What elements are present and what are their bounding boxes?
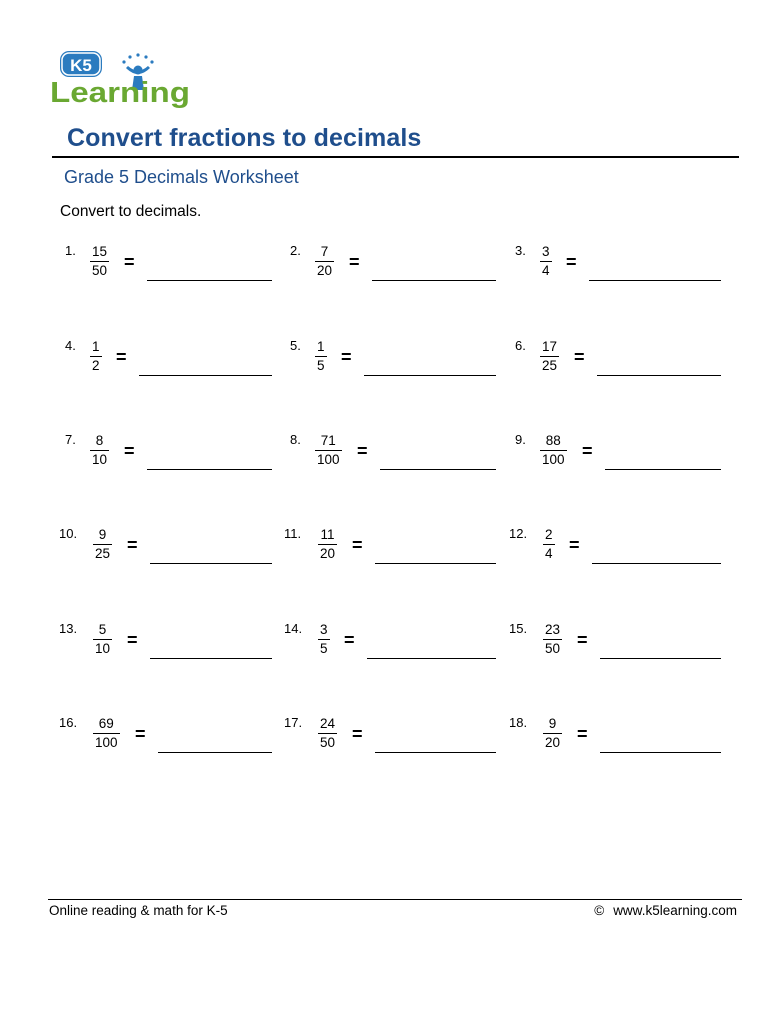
fraction-bar xyxy=(543,639,562,640)
problem-item xyxy=(60,715,272,765)
problem-item xyxy=(510,338,721,388)
problem-number: 6. xyxy=(515,338,526,353)
fraction xyxy=(543,622,562,657)
problem-item xyxy=(510,526,721,576)
problem-item xyxy=(285,338,496,388)
equals-sign: = xyxy=(349,252,360,272)
fraction-numerator: 2 xyxy=(545,527,553,542)
copyright-symbol: © xyxy=(594,903,605,918)
problem-number: 14. xyxy=(284,621,303,636)
fraction-denominator: 50 xyxy=(545,641,561,656)
problem-item xyxy=(60,243,272,293)
equals-sign: = xyxy=(344,630,355,650)
fraction-bar xyxy=(90,450,109,451)
fraction xyxy=(90,339,102,374)
problem-number: 17. xyxy=(284,715,303,730)
fraction-denominator: 10 xyxy=(92,452,108,467)
fraction-denominator: 10 xyxy=(95,641,111,656)
fraction-bar xyxy=(318,733,337,734)
fraction xyxy=(543,527,555,562)
footer-divider xyxy=(48,899,742,900)
answer-line[interactable] xyxy=(375,752,496,753)
problem-item xyxy=(60,621,272,671)
problem-number: 7. xyxy=(65,432,76,447)
answer-line[interactable] xyxy=(158,752,272,753)
fraction xyxy=(90,433,109,468)
fraction-numerator: 3 xyxy=(320,622,328,637)
problem-item xyxy=(510,621,721,671)
problem-item xyxy=(285,432,496,482)
problem-number: 5. xyxy=(290,338,301,353)
worksheet-title: Convert fractions to decimals xyxy=(67,124,422,152)
equals-sign: = xyxy=(124,252,135,272)
footer-tagline: Online reading & math for K-5 xyxy=(49,903,228,918)
equals-sign: = xyxy=(582,441,593,461)
fraction xyxy=(318,716,337,751)
equals-sign: = xyxy=(574,347,585,367)
fraction-bar xyxy=(318,639,330,640)
k5-learning-logo xyxy=(48,50,194,108)
fraction xyxy=(315,433,342,468)
fraction-bar xyxy=(543,544,555,545)
problem-item xyxy=(285,526,496,576)
fraction-denominator: 25 xyxy=(95,546,111,561)
equals-sign: = xyxy=(341,347,352,367)
fraction-bar xyxy=(318,544,337,545)
worksheet-subtitle: Grade 5 Decimals Worksheet xyxy=(64,167,299,187)
fraction-bar xyxy=(90,356,102,357)
fraction-numerator: 24 xyxy=(320,716,336,731)
fraction xyxy=(543,716,562,751)
equals-sign: = xyxy=(352,535,363,555)
problem-number: 15. xyxy=(509,621,528,636)
answer-line[interactable] xyxy=(375,563,496,564)
problem-item xyxy=(60,432,272,482)
fraction-numerator: 7 xyxy=(320,244,329,259)
problem-number: 8. xyxy=(290,432,301,447)
footer-website xyxy=(594,903,737,918)
fraction-numerator: 69 xyxy=(98,716,114,731)
fraction-denominator: 20 xyxy=(317,263,333,278)
problem-number: 1. xyxy=(65,243,76,258)
problem-item xyxy=(510,432,721,482)
fraction-numerator: 8 xyxy=(95,433,104,448)
problem-item xyxy=(285,715,496,765)
equals-sign: = xyxy=(135,724,146,744)
answer-line[interactable] xyxy=(364,375,496,376)
answer-line[interactable] xyxy=(380,469,496,470)
fraction xyxy=(540,433,567,468)
fraction-numerator: 15 xyxy=(92,244,108,259)
fraction-numerator: 17 xyxy=(542,339,558,354)
problem-item xyxy=(285,243,496,293)
fraction-numerator: 11 xyxy=(320,527,335,542)
answer-line[interactable] xyxy=(147,469,272,470)
fraction-denominator: 5 xyxy=(320,641,328,656)
fraction-bar xyxy=(543,733,562,734)
fraction-denominator: 5 xyxy=(317,358,325,373)
fraction-denominator: 4 xyxy=(545,546,553,561)
equals-sign: = xyxy=(577,630,588,650)
fraction-bar xyxy=(93,639,112,640)
fraction-denominator: 2 xyxy=(92,358,100,373)
equals-sign: = xyxy=(357,441,368,461)
fraction-bar xyxy=(315,261,334,262)
fraction-denominator: 50 xyxy=(92,263,108,278)
equals-sign: = xyxy=(116,347,127,367)
fraction-bar xyxy=(540,261,552,262)
answer-line[interactable] xyxy=(592,563,721,564)
instructions: Convert to decimals. xyxy=(60,203,202,220)
fraction-numerator: 3 xyxy=(542,244,550,259)
answer-line[interactable] xyxy=(150,563,272,564)
fraction-bar xyxy=(540,356,559,357)
fraction-bar xyxy=(90,261,109,262)
fraction-denominator: 100 xyxy=(95,735,118,750)
equals-sign: = xyxy=(124,441,135,461)
problem-number: 10. xyxy=(59,526,78,541)
fraction-bar xyxy=(540,450,567,451)
fraction-bar xyxy=(93,544,112,545)
logo-wordmark: Learning xyxy=(50,77,190,108)
problem-number: 11. xyxy=(284,526,302,541)
answer-line[interactable] xyxy=(600,752,721,753)
fraction-denominator: 25 xyxy=(542,358,558,373)
problem-item xyxy=(510,243,721,293)
equals-sign: = xyxy=(127,535,138,555)
fraction xyxy=(318,622,330,657)
equals-sign: = xyxy=(352,724,363,744)
fraction-denominator: 100 xyxy=(317,452,340,467)
problem-item xyxy=(60,526,272,576)
fraction xyxy=(318,527,337,562)
fraction-numerator: 23 xyxy=(545,622,561,637)
answer-line[interactable] xyxy=(600,658,721,659)
fraction-denominator: 50 xyxy=(320,735,336,750)
fraction xyxy=(315,339,327,374)
equals-sign: = xyxy=(566,252,577,272)
answer-line[interactable] xyxy=(605,469,721,470)
answer-line[interactable] xyxy=(372,280,496,281)
fraction xyxy=(540,339,559,374)
problem-number: 13. xyxy=(59,621,78,636)
problem-number: 12. xyxy=(509,526,528,541)
problem-number: 9. xyxy=(515,432,526,447)
fraction-numerator: 9 xyxy=(548,716,557,731)
fraction-denominator: 20 xyxy=(320,546,336,561)
fraction-bar xyxy=(315,356,327,357)
problem-number: 3. xyxy=(515,243,526,258)
equals-sign: = xyxy=(127,630,138,650)
answer-line[interactable] xyxy=(139,375,272,376)
answer-line[interactable] xyxy=(367,658,496,659)
fraction-denominator: 100 xyxy=(542,452,565,467)
equals-sign: = xyxy=(569,535,580,555)
fraction-numerator: 1 xyxy=(92,339,100,354)
fraction-numerator: 1 xyxy=(317,339,325,354)
problem-number: 18. xyxy=(509,715,528,730)
footer-url[interactable]: www.k5learning.com xyxy=(613,903,737,918)
equals-sign: = xyxy=(577,724,588,744)
fraction-denominator: 20 xyxy=(545,735,561,750)
problem-item xyxy=(285,621,496,671)
problem-number: 16. xyxy=(59,715,78,730)
fraction xyxy=(315,244,334,279)
fraction xyxy=(93,622,112,657)
fraction-numerator: 88 xyxy=(545,433,561,448)
answer-line[interactable] xyxy=(147,280,272,281)
logo-badge-text: K5 xyxy=(70,56,92,75)
problem-number: 4. xyxy=(65,338,76,353)
fraction-numerator: 71 xyxy=(320,433,336,448)
answer-line[interactable] xyxy=(597,375,721,376)
answer-line[interactable] xyxy=(589,280,721,281)
fraction-denominator: 4 xyxy=(542,263,550,278)
title-divider xyxy=(52,156,739,158)
fraction-numerator: 9 xyxy=(98,527,107,542)
problem-number: 2. xyxy=(290,243,301,258)
fraction xyxy=(540,244,552,279)
answer-line[interactable] xyxy=(150,658,272,659)
fraction xyxy=(93,527,112,562)
problem-item xyxy=(60,338,272,388)
fraction-bar xyxy=(315,450,342,451)
problem-item xyxy=(510,715,721,765)
fraction xyxy=(93,716,120,751)
fraction xyxy=(90,244,109,279)
fraction-numerator: 5 xyxy=(98,622,107,637)
fraction-bar xyxy=(93,733,120,734)
